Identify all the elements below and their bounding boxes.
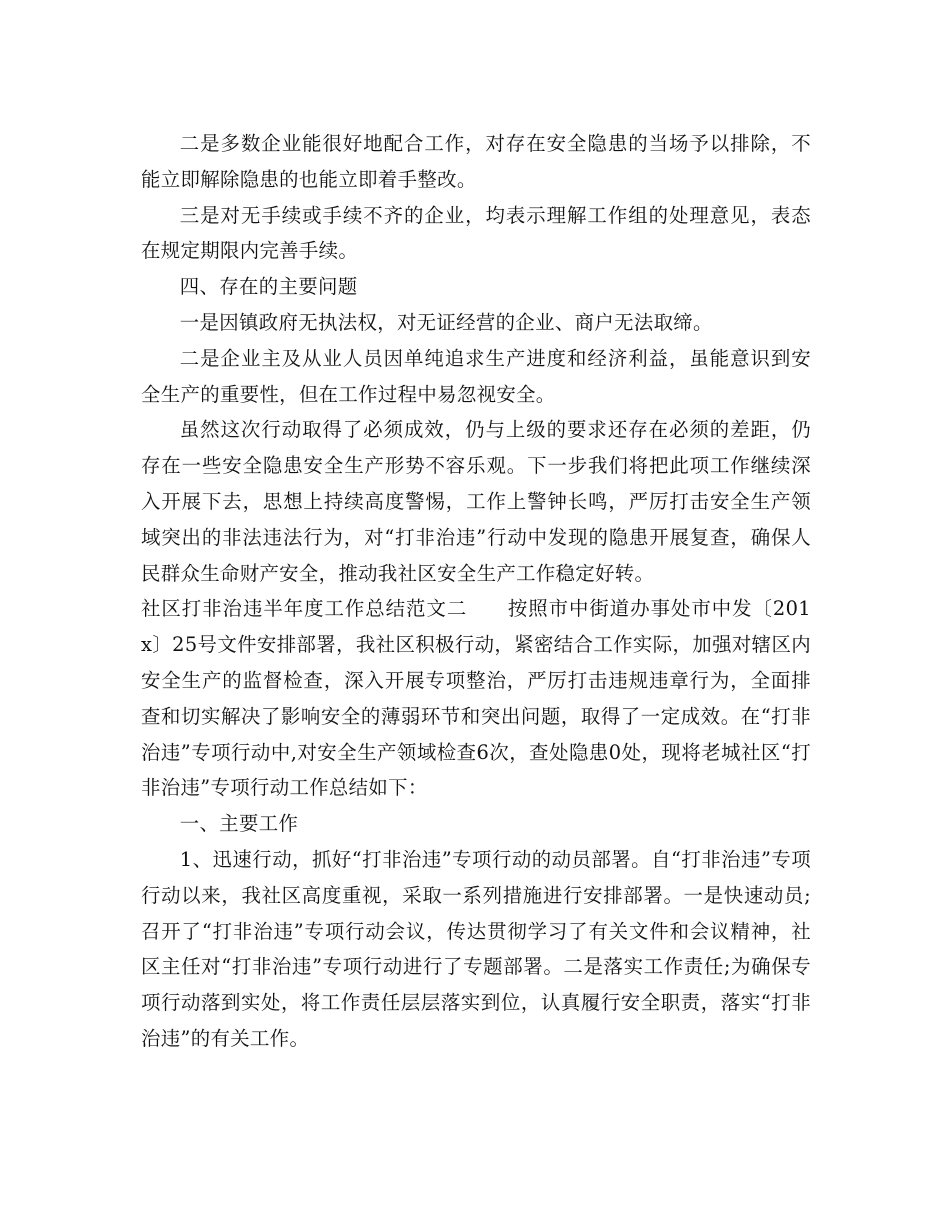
section-heading-problems: 四、存在的主要问题 xyxy=(179,275,358,299)
paragraph-rapid-action: 1、迅速行动，抓好“打非治违”专项行动的动员部署。自“打非治违”专项行动以来，我社区高度重视，采取一系列措施进行安排部署。一是快速动员;召开了“打非治违”专项行动会议，传达贯彻学习了有关文件和会议精神，社区主任对“打非治违”专项行动进行了专题部署。二是落实工作责任;为确保专项行动落到实处，将工作责任层层落实到位，认真履行安全职责，落实“打非治违”的有关工作。 xyxy=(141,847,811,1050)
paragraph-production-priority: 二是企业主及从业人员因单纯追求生产进度和经济利益，虽能意识到安全生产的重要性，但在工作过程中易忽视安全。 xyxy=(141,346,811,406)
paragraph-section-two xyxy=(141,591,811,806)
section-title: 社区打非治违半年度工作总结范文二 xyxy=(141,597,468,621)
document-page xyxy=(141,126,811,1057)
paragraph-cooperation: 二是多数企业能很好地配合工作，对存在安全隐患的当场予以排除，不能立即解除隐患的也能立即着手整改。 xyxy=(141,132,811,191)
section-body: 按照市中街道办事处市中发〔201x〕25号文件安排部署，我社区积极行动，紧密结合工作实际，加强对辖区内安全生产的监督检查，深入开展专项整治，严厉打击违规违章行为，全面排查和切实解决了影响安全的薄弱环节和突出问题，取得了一定成效。在“打非治违”专项行动中,对安全生产领域检查6次，查处隐患0处，现将老城社区“打非治违”专项行动工作总结如下： xyxy=(141,597,811,800)
section-heading-main-work: 一、主要工作 xyxy=(179,812,299,836)
paragraph-procedures: 三是对无手续或手续不齐的企业，均表示理解工作组的处理意见，表态在规定期限内完善手续。 xyxy=(141,203,811,263)
paragraph-next-steps: 虽然这次行动取得了必须成效，仍与上级的要求还存在必须的差距，仍存在一些安全隐患安全生产形势不容乐观。下一步我们将把此项工作继续深入开展下去，思想上持续高度警惕，工作上警钟长鸣，严厉打击安全生产领域突出的非法违法行为，对“打非治违”行动中发现的隐患开展复查，确保人民群众生命财产安全，推动我社区安全生产工作稳定好转。 xyxy=(141,418,811,585)
paragraph-no-enforcement: 一是因镇政府无执法权，对无证经营的企业、商户无法取缔。 xyxy=(179,310,713,334)
